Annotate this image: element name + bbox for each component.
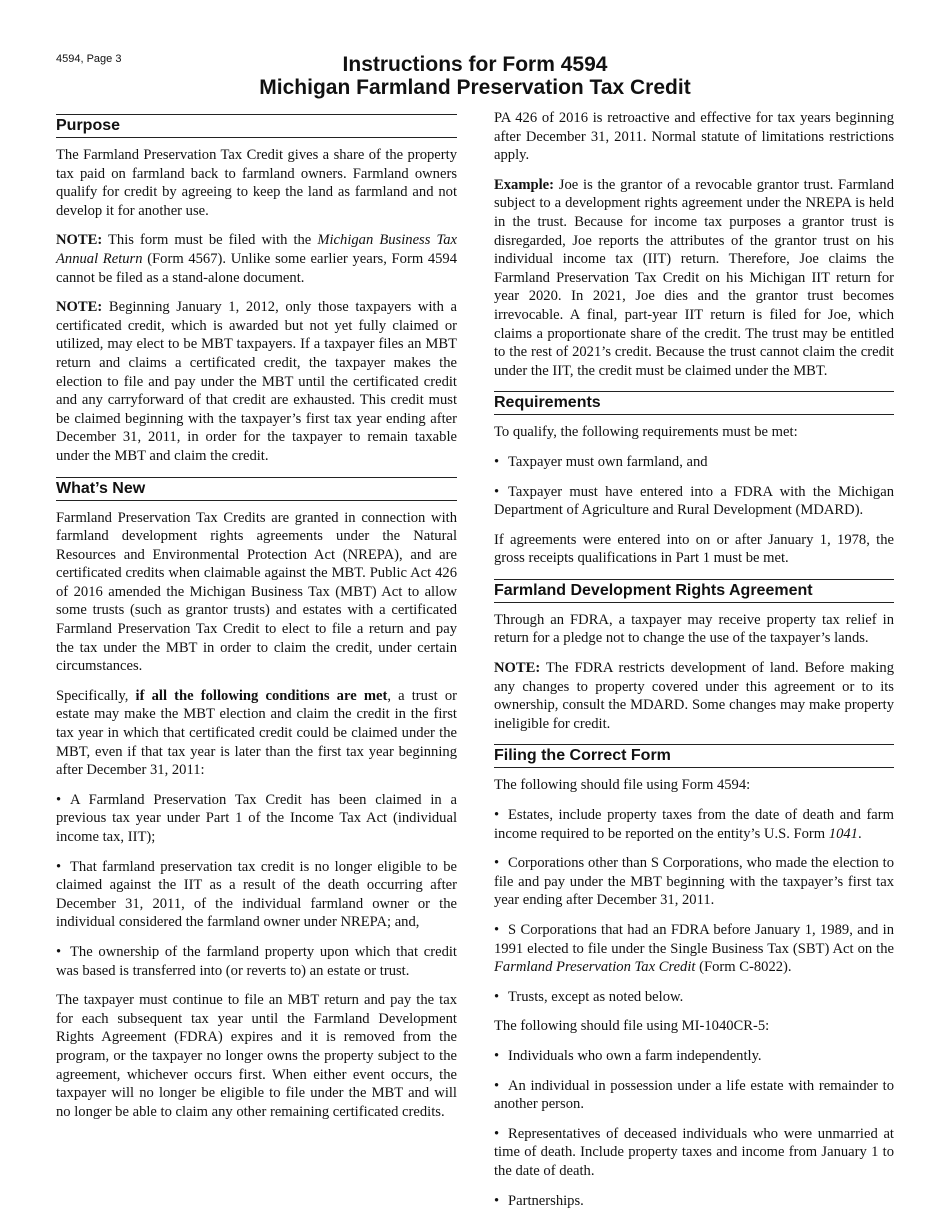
filing-intro-2: The following should file using MI-1040CR-5:	[494, 1018, 770, 1035]
requirements-paragraph: If agreements were entered into on or after January 1, 1978, the gross receipts qualifications in Part 1 must be met.	[494, 531, 894, 567]
bullet-glyph: •	[494, 453, 500, 470]
pa-paragraph: PA 426 of 2016 is retroactive and effective for tax years beginning after December 31, 2011. Normal statute of limitations restrictions apply.	[494, 110, 894, 164]
note-label: NOTE:	[494, 660, 541, 677]
requirements-intro: To qualify, the following requirements must be met:	[494, 424, 798, 441]
note-italic-text: Michigan Business Tax Annual Return	[56, 232, 458, 267]
note-text: This form must be filed with the	[102, 232, 318, 249]
note-label: NOTE:	[56, 299, 103, 316]
condition-bullet-1	[56, 791, 457, 847]
filing-bullet-2	[494, 854, 894, 910]
bullet-glyph: •	[56, 791, 62, 808]
bullet-text: Representatives of deceased individuals who were unmarried at time of death. Include property taxes and income from January 1 to the date of death.	[494, 1125, 894, 1179]
bullet-text: (Form C-8022).	[695, 959, 792, 976]
bullet-text: Trusts, except as noted below.	[508, 988, 684, 1005]
note-paragraph-2	[56, 298, 457, 465]
bullet-italic-text: 1041	[828, 825, 858, 842]
condition-bullet-2	[56, 858, 457, 932]
bullet-glyph: •	[494, 988, 500, 1005]
filing-heading: Filing the Correct Form	[494, 744, 894, 768]
mi-bullet-4	[494, 1192, 894, 1211]
bullet-glyph: •	[56, 858, 62, 875]
note-paragraph-1	[56, 231, 457, 287]
form-title: Instructions for Form 4594	[342, 53, 608, 76]
note-text: The FDRA restricts development of land. Before making any changes to property covered under this agreement or to its ownership, consult the MDARD. Some changes may make property ineligible for credit.	[494, 660, 894, 732]
requirement-bullet-2	[494, 483, 894, 520]
bullet-text: S Corporations that had an FDRA before January 1, 1989, and in 1991 elected to file under the Single Business Tax (SBT) Act on the	[494, 922, 894, 957]
bullet-glyph: •	[494, 1192, 500, 1209]
left-column	[56, 114, 457, 1132]
requirements-heading: Requirements	[494, 391, 894, 415]
bullet-glyph: •	[494, 1047, 500, 1064]
paragraph-text: , a trust or estate may make the MBT election and claim the credit in the first tax year in which that certificated credit could be claimed under the MBT, even if that tax year is later than the first tax year beginning after December 31, 2011:	[56, 687, 457, 779]
bullet-text: Partnerships.	[508, 1192, 584, 1209]
note-text: Beginning January 1, 2012, only those taxpayers with a certificated credit, which is awarded but not yet fully claimed or utilized, may elect to be MBT taxpayers. If a taxpayer files an MBT return and claims a certificated credit, the taxpayer makes the election to file and pay under the MBT until the certificated credit and any carryforward of that credit are exhausted. This credit must be claimed beginning with the taxpayer’s first tax year ending after December 31, 2011, in order for the taxpayer to remain taxable under the MBT and claim the credit.	[56, 299, 457, 464]
whats-new-paragraph: Farmland Preservation Tax Credits are granted in connection with farmland development rights agreements under the Natural Resources and Environmental Protection Act (NREPA), and are certificated credits when claimable against the MBT. Public Act 426 of 2016 amended the Michigan Business Tax (MBT) Act to allow some trusts (such as grantor trusts) and estates with a certificated Farmland Preservation Tax Credit to elect to file a return and pay the tax under the MBT in order to claim the credit, under certain circumstances.	[56, 509, 457, 675]
example-label: Example:	[494, 176, 554, 193]
bullet-text: A Farmland Preservation Tax Credit has been claimed in a previous tax year under Part 1 of the Income Tax Act (individual income tax, IIT);	[56, 791, 457, 845]
requirement-bullet-1	[494, 453, 894, 472]
right-column	[494, 109, 894, 1221]
page-number: 4594, Page 3	[56, 53, 122, 65]
bullet-glyph: •	[56, 943, 62, 960]
fdra-paragraph: Through an FDRA, a taxpayer may receive property tax relief in return for a pledge not to change the use of the taxpayer’s lands.	[494, 611, 894, 647]
example-paragraph	[494, 176, 894, 381]
note-label: NOTE:	[56, 232, 103, 249]
purpose-paragraph: The Farmland Preservation Tax Credit gives a share of the property tax paid on farmland back to farmland owners. Farmland owners qualify for credit by agreeing to keep the land as farmland and not develop it for another use.	[56, 147, 457, 219]
whats-new-heading: What’s New	[56, 477, 457, 501]
filing-bullet-3	[494, 921, 894, 977]
note-text: (Form 4567). Unlike some earlier years, Form 4594 cannot be filed as a stand-alone document.	[56, 250, 458, 286]
bullet-text: .	[857, 825, 862, 842]
bullet-text: Corporations other than S Corporations, who made the election to file and pay under the MBT beginning with the taxpayer’s first tax year ending after December 31, 2011.	[494, 855, 894, 909]
continue-paragraph: The taxpayer must continue to file an MBT return and pay the tax for each subsequent tax year until the Farmland Development Rights Agreement (FDRA) expires and it is removed from the program, or the taxpayer no longer owns the property subject to the agreement, whichever occurs first. When either event occurs, the taxpayer will no longer be eligible to file under the MBT and will no longer be able to claim any other remaining certificated credits.	[56, 992, 457, 1120]
bullet-glyph: •	[494, 1125, 500, 1142]
filing-intro: The following should file using Form 4594:	[494, 777, 751, 794]
bold-text: if all the following conditions are met	[135, 687, 388, 704]
bullet-glyph: •	[494, 1077, 500, 1094]
purpose-heading: Purpose	[56, 114, 457, 138]
bullet-glyph: •	[494, 922, 500, 938]
paragraph-text: Specifically,	[56, 687, 136, 704]
bullet-text: That farmland preservation tax credit is no longer eligible to be claimed against the IIT as a result of the death occurring after December 31, 2011, of the individual farmland owner or the individual considered the farmland owner under NREPA; and,	[56, 858, 457, 931]
bullet-glyph: •	[494, 807, 500, 824]
bullet-text: The ownership of the farmland property upon which that credit was based is transferred into (or reverts to) an estate or trust.	[56, 943, 457, 979]
bullet-text: Taxpayer must own farmland, and	[508, 453, 708, 470]
bullet-text: An individual in possession under a life estate with remainder to another person.	[494, 1077, 894, 1113]
mi-bullet-3	[494, 1125, 894, 1181]
filing-bullet-4	[494, 988, 894, 1007]
mi-bullet-2	[494, 1077, 894, 1114]
bullet-italic-text: Farmland Preservation Tax Credit	[494, 959, 696, 976]
mi-bullet-1	[494, 1047, 894, 1066]
condition-bullet-3	[56, 943, 457, 980]
fdra-heading: Farmland Development Rights Agreement	[494, 579, 894, 603]
bullet-text: Estates, include property taxes from the date of death and farm income required to be reported on the entity’s U.S. Form	[494, 807, 894, 842]
form-subtitle: Michigan Farmland Preservation Tax Credit	[259, 76, 691, 99]
bullet-text: Individuals who own a farm independently.	[508, 1047, 762, 1064]
bullet-glyph: •	[494, 855, 500, 872]
bullet-glyph: •	[494, 483, 500, 500]
bullet-text: Taxpayer must have entered into a FDRA with the Michigan Department of Agriculture and Rural Development (MDARD).	[494, 483, 894, 519]
example-text: Joe is the grantor of a revocable grantor trust. Farmland subject to a development rights agreement under the NREPA is held in the trust. Because for income tax purposes a grantor trust is disregarded, Joe reports the attributes of the grantor trust on his individual income tax (IIT) return. Therefore, Joe claims the Farmland Preservation Tax Credit on his Michigan IIT return for year 2020. In 2021, Joe dies and the grantor trust becomes irrevocable. A final, part-year IIT return is filed for Joe, which claims a proportionate share of the credit. The trust may be entitled to the rest of 2021’s credit. Because the trust cannot claim the credit under the IIT, the credit must be claimed under the MBT.	[494, 176, 894, 379]
fdra-note-paragraph	[494, 659, 894, 733]
filing-bullet-1	[494, 806, 894, 843]
specifically-paragraph	[56, 687, 457, 780]
